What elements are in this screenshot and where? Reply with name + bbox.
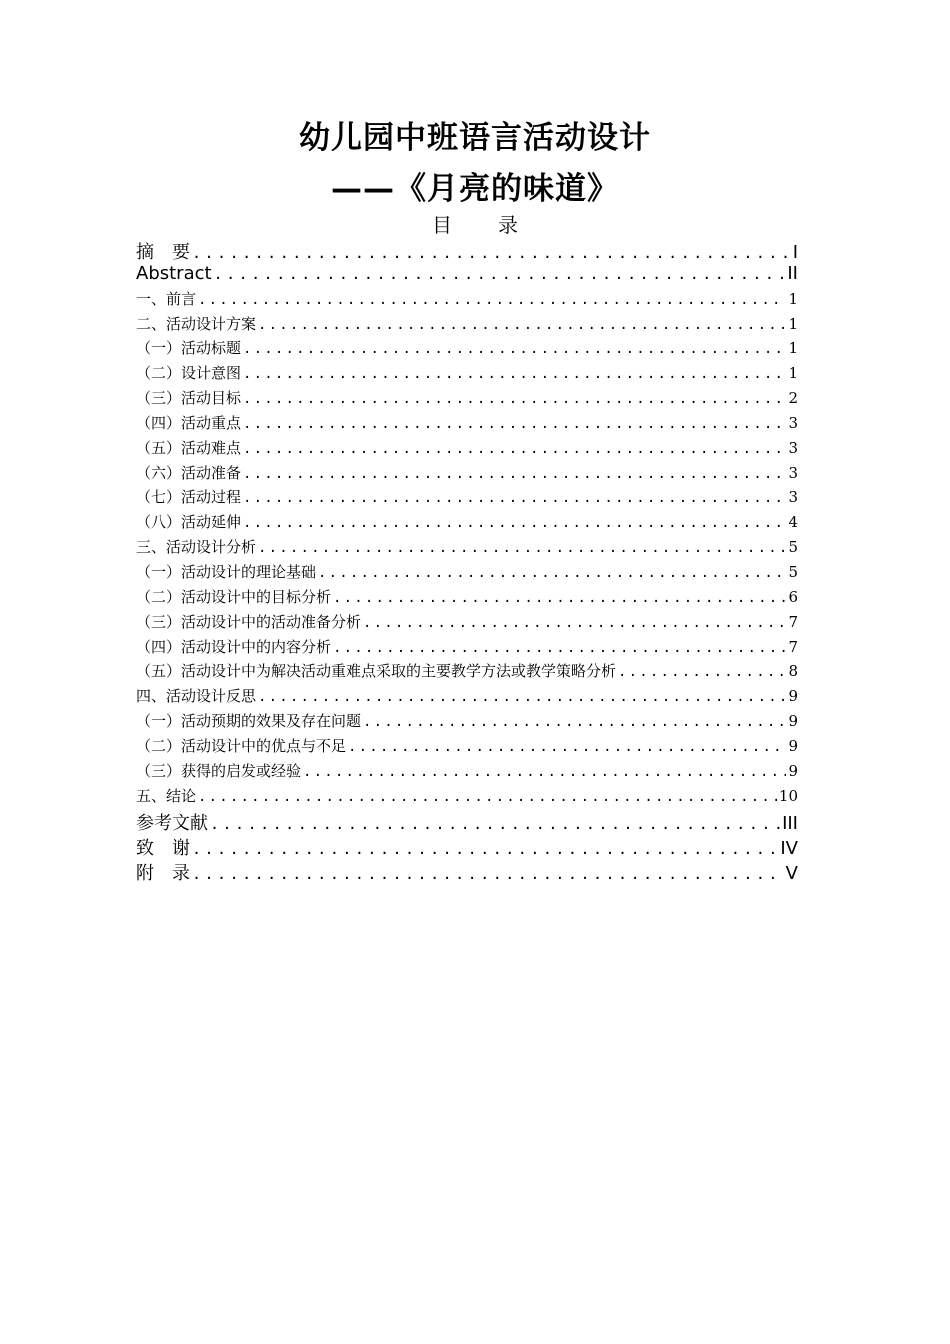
toc-entry-label: Abstract bbox=[136, 262, 212, 284]
toc-dot-leader bbox=[214, 265, 786, 283]
toc-entry[interactable] bbox=[136, 362, 798, 387]
toc-dot-leader bbox=[333, 590, 786, 606]
toc-entry[interactable] bbox=[136, 809, 798, 834]
toc-entry[interactable] bbox=[136, 834, 798, 859]
toc-page-number: 9 bbox=[788, 687, 798, 706]
toc-dot-leader bbox=[243, 466, 786, 482]
toc-entry-label: 参考文献 bbox=[136, 813, 208, 835]
toc-dot-leader bbox=[333, 640, 786, 656]
toc-page-number: 3 bbox=[788, 463, 798, 482]
toc-page-number: 1 bbox=[788, 364, 798, 383]
toc-entry[interactable] bbox=[136, 735, 798, 760]
toc-dot-leader bbox=[243, 441, 786, 457]
toc-entry[interactable] bbox=[136, 313, 798, 338]
toc-page-number: 1 bbox=[788, 339, 798, 358]
toc-entry-label: （二）活动设计中的目标分析 bbox=[136, 587, 332, 606]
toc-entry-label: 五、结论 bbox=[136, 786, 197, 805]
toc-entry[interactable] bbox=[136, 387, 798, 412]
toc-entry-label: （四）活动设计中的内容分析 bbox=[136, 637, 332, 656]
toc-entry[interactable] bbox=[136, 636, 798, 661]
toc-dot-leader bbox=[258, 540, 786, 556]
toc-entry-label: 一、前言 bbox=[136, 289, 197, 308]
toc-entry[interactable] bbox=[136, 561, 798, 586]
toc-entry[interactable] bbox=[136, 760, 798, 785]
toc-entry[interactable] bbox=[136, 710, 798, 735]
toc-entry-label: （八）活动延伸 bbox=[136, 513, 242, 532]
toc-entry[interactable] bbox=[136, 536, 798, 561]
toc-entry-label: 摘 要 bbox=[136, 242, 190, 263]
toc-dot-leader bbox=[258, 317, 786, 333]
toc-entry[interactable] bbox=[136, 263, 798, 288]
toc-page-number: II bbox=[787, 262, 798, 284]
toc-page-number: 8 bbox=[788, 662, 798, 681]
toc-dot-leader bbox=[243, 490, 786, 506]
toc-entry-label: （三）活动目标 bbox=[136, 389, 242, 408]
toc-page-number: 3 bbox=[788, 413, 798, 432]
toc-page-number: 7 bbox=[788, 612, 798, 631]
toc-entry[interactable] bbox=[136, 437, 798, 462]
toc-entry[interactable] bbox=[136, 660, 798, 685]
toc-page-number: 9 bbox=[788, 736, 798, 755]
table-of-contents bbox=[136, 238, 798, 884]
toc-entry-label: （二）活动设计中的优点与不足 bbox=[136, 736, 347, 755]
toc-entry-label: 致 谢 bbox=[136, 838, 190, 860]
toc-page-number: 5 bbox=[788, 562, 798, 581]
toc-entry[interactable] bbox=[136, 859, 798, 884]
toc-page-number: 1 bbox=[788, 289, 798, 308]
toc-entry[interactable] bbox=[136, 486, 798, 511]
toc-page-number: 10 bbox=[778, 786, 798, 805]
toc-dot-leader bbox=[303, 764, 786, 780]
toc-entry-label: （一）活动标题 bbox=[136, 339, 242, 358]
toc-entry-label: 四、活动设计反思 bbox=[136, 687, 257, 706]
toc-dot-leader bbox=[198, 292, 786, 308]
toc-entry[interactable] bbox=[136, 337, 798, 362]
toc-dot-leader bbox=[318, 565, 786, 581]
toc-dot-leader bbox=[198, 789, 777, 805]
document-subtitle: ——《月亮的味道》 bbox=[331, 171, 619, 207]
toc-page-number: 5 bbox=[788, 538, 798, 557]
toc-page-number: V bbox=[785, 863, 798, 884]
toc-entry-label: 附 录 bbox=[136, 863, 190, 884]
toc-entry[interactable] bbox=[136, 586, 798, 611]
toc-dot-leader bbox=[192, 244, 791, 262]
toc-page-number: 3 bbox=[788, 438, 798, 457]
toc-dot-leader bbox=[618, 664, 786, 680]
toc-dot-leader bbox=[192, 840, 778, 858]
toc-entry[interactable] bbox=[136, 238, 798, 263]
toc-entry-label: （三）获得的启发或经验 bbox=[136, 761, 302, 780]
toc-page-number: 3 bbox=[788, 488, 798, 507]
toc-entry[interactable] bbox=[136, 611, 798, 636]
toc-entry-label: （六）活动准备 bbox=[136, 463, 242, 482]
toc-dot-leader bbox=[243, 341, 786, 357]
document-title: 幼儿园中班语言活动设计 bbox=[299, 120, 651, 156]
toc-dot-leader bbox=[243, 366, 786, 382]
toc-page-number: I bbox=[792, 242, 798, 263]
toc-entry-label: （五）活动设计中为解决活动重难点采取的主要教学方法或教学策略分析 bbox=[136, 662, 617, 681]
toc-dot-leader bbox=[348, 739, 786, 755]
toc-page-number: 2 bbox=[788, 389, 798, 408]
toc-dot-leader bbox=[210, 815, 780, 833]
toc-page-number: III bbox=[782, 813, 798, 835]
toc-dot-leader bbox=[243, 416, 786, 432]
toc-page-number: 4 bbox=[788, 513, 798, 532]
toc-dot-leader bbox=[243, 391, 786, 407]
toc-heading: 目录 bbox=[432, 213, 564, 237]
toc-dot-leader bbox=[363, 714, 786, 730]
toc-page-number: IV bbox=[780, 838, 798, 860]
toc-entry-label: （五）活动难点 bbox=[136, 438, 242, 457]
toc-page-number: 9 bbox=[788, 761, 798, 780]
toc-entry-label: （一）活动设计的理论基础 bbox=[136, 562, 317, 581]
toc-entry[interactable] bbox=[136, 511, 798, 536]
toc-entry[interactable] bbox=[136, 785, 798, 810]
toc-entry[interactable] bbox=[136, 462, 798, 487]
toc-page-number: 1 bbox=[788, 314, 798, 333]
toc-page-number: 6 bbox=[788, 587, 798, 606]
toc-page-number: 7 bbox=[788, 637, 798, 656]
toc-dot-leader bbox=[192, 865, 784, 883]
toc-entry[interactable] bbox=[136, 412, 798, 437]
toc-page-number: 9 bbox=[788, 712, 798, 731]
toc-entry-label: （二）设计意图 bbox=[136, 364, 242, 383]
toc-entry[interactable] bbox=[136, 685, 798, 710]
toc-entry-label: 三、活动设计分析 bbox=[136, 538, 257, 557]
toc-entry-label: （一）活动预期的效果及存在问题 bbox=[136, 712, 362, 731]
toc-entry-label: （七）活动过程 bbox=[136, 488, 242, 507]
toc-entry-label: 二、活动设计方案 bbox=[136, 314, 257, 333]
toc-entry[interactable] bbox=[136, 288, 798, 313]
toc-entry-label: （三）活动设计中的活动准备分析 bbox=[136, 612, 362, 631]
toc-dot-leader bbox=[243, 515, 786, 531]
toc-entry-label: （四）活动重点 bbox=[136, 413, 242, 432]
toc-dot-leader bbox=[363, 615, 786, 631]
toc-dot-leader bbox=[258, 689, 786, 705]
